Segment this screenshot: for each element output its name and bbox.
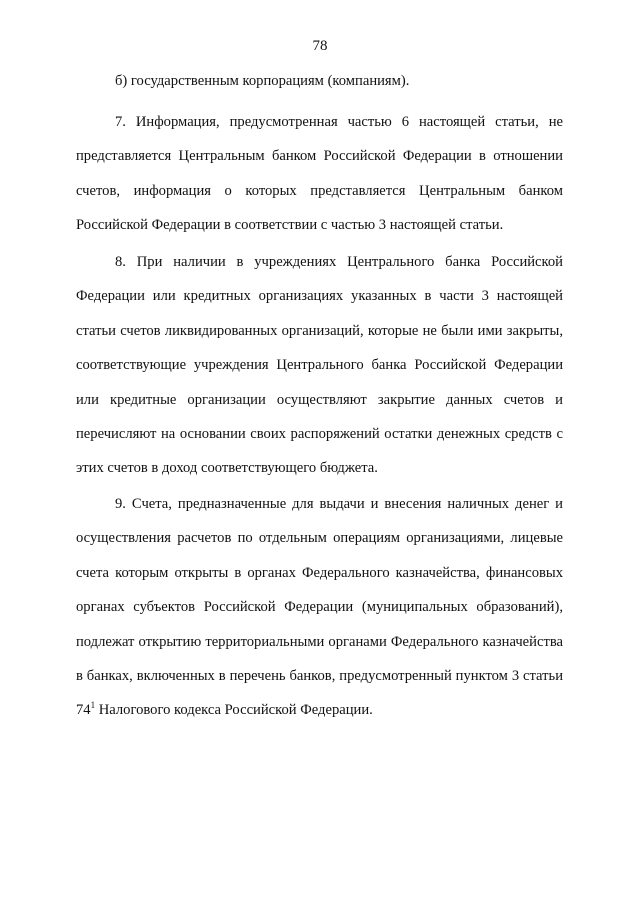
paragraph-8: 8. При наличии в учреждениях Центрального банка Российской Федерации или кредитных организациях указанных в части 3 настоящей статьи счетов ликвидированных организаций, которые не были ими закрыты, соответствующие учреждения Центрального банка Российской Федерации или кредитные организации осуществляют закрытие данных счетов и перечисляют на основании своих распоряжений остатки денежных средств с этих счетов в доход соответствующего бюджета. [76,254,563,477]
paragraph-7: 7. Информация, предусмотренная частью 6 настоящей статьи, не представляется Центральным банком Российской Федерации в отношении счетов, информация о которых представляется Центральным банком Российской Федерации в соответствии с частью 3 настоящей статьи. [76,114,563,234]
paragraph-9-text-end: Налогового кодекса Российской Федерации. [95,702,373,719]
article-superscript: 1 [90,699,96,710]
paragraph-6b: б) государственным корпорациям (компаниям). [115,73,410,89]
paragraph-9 [76,487,563,728]
paragraph-9-text: 9. Счета, предназначенные для выдачи и внесения наличных денег и осуществления расчетов по отдельным операциям организациями, лицевые счета которым открыты в органах Федерального казначейства, финансовых органах субъектов Российской Федерации (муниципальных образований), подлежат открытию территориальными органами Федерального казначейства в банках, включенных в перечень банков, предусмотренный пунктом 3 статьи 74 [76,496,563,719]
page-number: 78 [312,38,328,54]
